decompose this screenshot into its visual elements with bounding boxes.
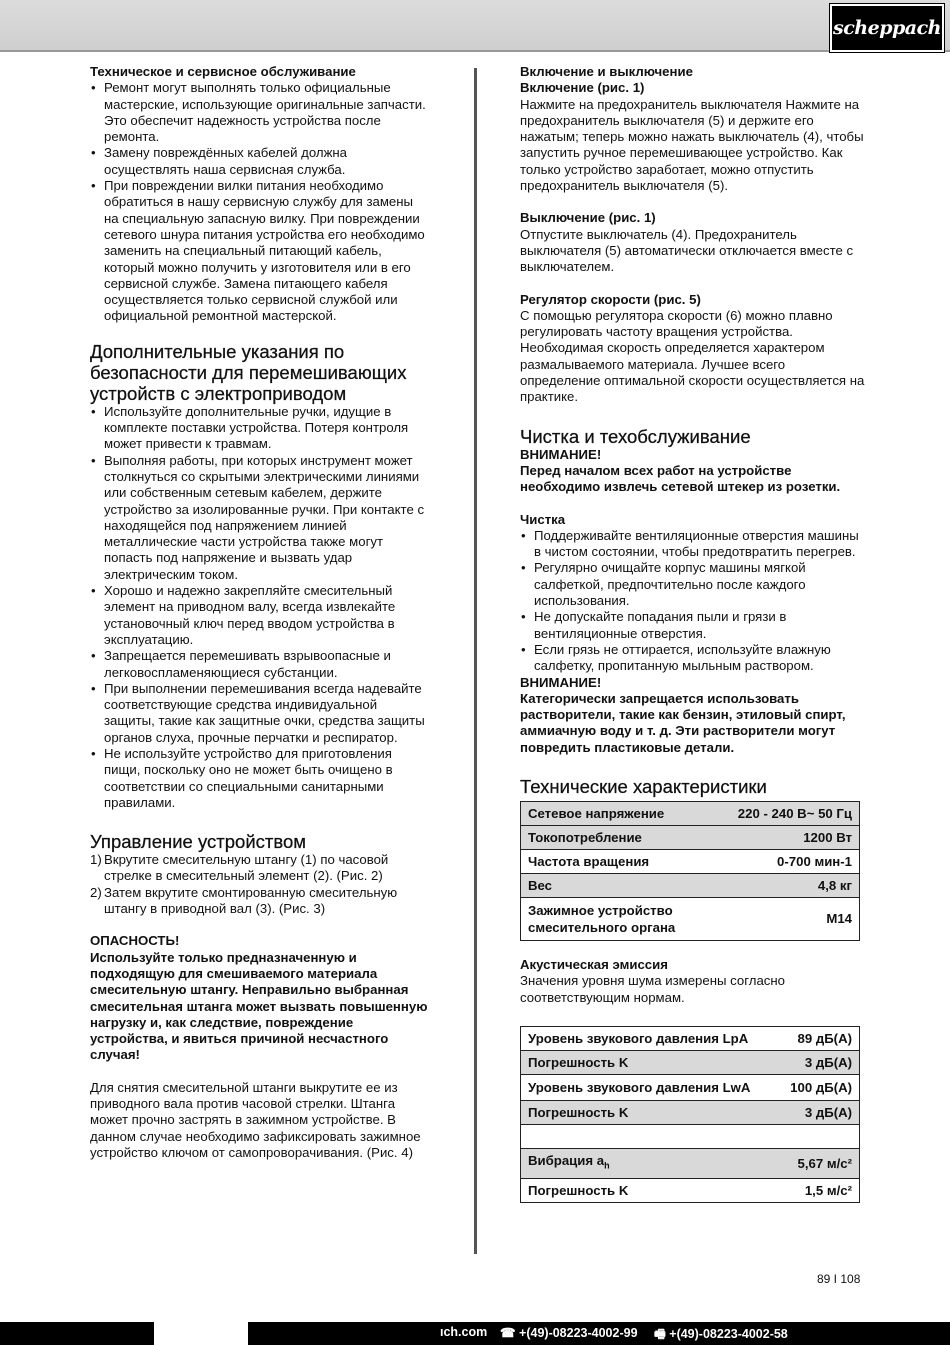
list-item: • Не используйте устройство для приготовления пищи, поскольку оно не может быть очищено в соответствии со специальными санитарными правилами.	[90, 746, 430, 811]
list-item: • Замену повреждённых кабелей должна осуществлять наша сервисная служба.	[90, 145, 430, 178]
safety-list	[90, 404, 430, 811]
step-number: 2)	[90, 884, 102, 900]
spec-label: Зажимное устройство смесительного органа	[521, 897, 731, 940]
spec-value: 0-700 мин-1	[731, 849, 860, 873]
operation-heading: Управление устройством	[90, 831, 307, 853]
table-row	[521, 801, 860, 825]
spec-label: Погрешность K	[521, 1050, 777, 1074]
table-row	[521, 1026, 860, 1050]
attention-text: Категорически запрещается использовать растворители, такие как бензин, этиловый спирт, аммиачную воду и т. д. Эти растворители могут повредить пластиковые детали.	[520, 690, 846, 755]
table-row	[521, 849, 860, 873]
vibration-label: Вибрация a	[528, 1152, 605, 1168]
list-item: • Ремонт могут выполнять только официальные мастерские, использующие оригинальные запчасти. Это обеспечит надежность устройства после ремонта.	[90, 80, 430, 145]
column-divider	[474, 68, 477, 1254]
danger-title: ОПАСНОСТЬ!	[90, 933, 180, 949]
tech-spec-table	[520, 801, 860, 941]
attention-title: ВНИМАНИЕ!	[520, 674, 602, 690]
on-text: Нажмите на предохранитель выключателя Нажмите на предохранитель выключателя (5) и держите его нажатым; теперь можно нажать выключатель (4), чтобы запустить ручное перемешивающее устройство. Как только устройство заработает, можно отпустить предохранитель выключателя (5).	[520, 96, 864, 194]
list-item: • Не допускайте попадания пыли и грязи в вентиляционные отверстия.	[520, 609, 865, 642]
attention-text: Перед началом всех работ на устройстве необходимо извлечь сетевой штекер из розетки.	[520, 462, 841, 495]
danger-text: Используйте только предназначенную и подходящую для смешиваемого материала смесительную штангу. Неправильно выбранная смесительная штанга может вызвать повышенную нагрузку и, как следствие, повреждение устройства, и явиться причиной несчастного случая!	[90, 949, 428, 1063]
spec-label: Погрешность K	[521, 1100, 777, 1124]
noise-table	[520, 1026, 860, 1203]
step-item	[90, 885, 430, 918]
spec-label: Частота вращения	[521, 849, 731, 873]
tech-heading: Технические характеристики	[520, 775, 767, 797]
spec-value: 100 дБ(A)	[777, 1074, 860, 1100]
attention-title: ВНИМАНИЕ!	[520, 446, 602, 462]
spec-label: Вес	[521, 873, 731, 897]
step-item	[90, 852, 430, 885]
step-text: Затем вкрутите смонтированную смесительную штангу в приводной вал (3). (Рис. 3)	[104, 884, 398, 917]
cleaning-title: Чистка	[520, 511, 566, 527]
service-title: Техническое и сервисное обслуживание	[90, 64, 356, 79]
spec-value: 5,67 м/с²	[777, 1148, 860, 1178]
table-row	[521, 1124, 860, 1148]
speed-title: Регулятор скорости (рис. 5)	[520, 291, 701, 307]
spec-label	[521, 1124, 777, 1148]
off-title: Выключение (рис. 1)	[520, 210, 656, 226]
spec-value	[777, 1124, 860, 1148]
footer-white-block	[154, 1322, 248, 1345]
spec-label: Токопотребление	[521, 825, 731, 849]
spec-label: Сетевое напряжение	[521, 801, 731, 825]
brand-logo	[830, 4, 944, 52]
footer-fax: 🖷 +(49)-08223-4002-58	[654, 1327, 788, 1341]
spec-value: 4,8 кг	[731, 873, 860, 897]
left-column	[90, 64, 430, 1161]
list-item: • Регулярно очищайте корпус машины мягкой салфеткой, предпочтительно после каждого использования.	[520, 560, 865, 609]
spec-label: Уровень звукового давления LpA	[521, 1026, 777, 1050]
on-title: Включение (рис. 1)	[520, 80, 645, 96]
vibration-subscript: h	[604, 1160, 610, 1171]
onoff-title: Включение и выключение	[520, 64, 693, 79]
footer-phone: ☎ +(49)-08223-4002-99	[500, 1326, 638, 1340]
spec-value: 220 - 240 В~ 50 Гц	[731, 801, 860, 825]
spec-value: 3 дБ(A)	[777, 1050, 860, 1074]
list-item: • Запрещается перемешивать взрывоопасные и легковоспламеняющиеся субстанции.	[90, 648, 430, 681]
list-item: • Используйте дополнительные ручки, идущие в комплекте поставки устройства. Потеря контроля может привести к травмам.	[90, 404, 430, 453]
safety-heading: Дополнительные указания по безопасности для перемешивающих устройств с электроприводом	[90, 340, 407, 404]
footer-website: ıch.com	[440, 1325, 488, 1339]
header-bar	[0, 0, 950, 52]
acoustic-text: Значения уровня шума измерены согласно соответствующим нормам.	[520, 973, 785, 1005]
list-item: • Хорошо и надежно закрепляйте смесительный элемент на приводном валу, всегда извлекайте установочный ключ перед вводом устройства в эксплуатацию.	[90, 583, 430, 648]
spec-value: 89 дБ(A)	[777, 1026, 860, 1050]
right-column	[520, 64, 865, 1203]
cleaning-heading: Чистка и техобслуживание	[520, 425, 751, 447]
acoustic-title: Акустическая эмиссия	[520, 956, 668, 972]
spec-value: 1,5 м/с²	[777, 1178, 860, 1202]
off-text: Отпустите выключатель (4). Предохранитель выключателя (5) автоматически отключается вместе с выключателем.	[520, 226, 854, 275]
service-list	[90, 80, 430, 324]
table-row	[521, 1148, 860, 1178]
spec-label: Уровень звукового давления LwA	[521, 1074, 777, 1100]
list-item: • При выполнении перемешивания всегда надевайте соответствующие средства индивидуальной защиты, такие как защитные очки, средства защиты органов слуха, прочные перчатки и респиратор.	[90, 681, 430, 746]
logo-text: scheppach	[833, 17, 941, 39]
table-row	[521, 1178, 860, 1202]
spec-value: 1200 Вт	[731, 825, 860, 849]
table-row	[521, 873, 860, 897]
cleaning-list	[520, 528, 865, 675]
table-row	[521, 1074, 860, 1100]
table-row	[521, 1100, 860, 1124]
spec-label	[521, 1148, 777, 1178]
spec-value: M14	[731, 897, 860, 940]
list-item: • Поддерживайте вентиляционные отверстия машины в чистом состоянии, чтобы предотвратить перегрев.	[520, 528, 865, 561]
table-row	[521, 825, 860, 849]
table-row	[521, 897, 860, 940]
table-row	[521, 1050, 860, 1074]
list-item: • Если грязь не оттирается, используйте влажную салфетку, пропитанную мыльным раствором.	[520, 642, 865, 675]
spec-value: 3 дБ(A)	[777, 1100, 860, 1124]
page-number: 89 I 108	[817, 1272, 861, 1286]
speed-text: С помощью регулятора скорости (6) можно плавно регулировать частоту вращения устройства. Необходимая скорость определяется характером размалываемого материала. Лучшее всего определение оптимальной скорости осуществляется на практике.	[520, 307, 865, 405]
operation-steps	[90, 852, 430, 917]
spec-label: Погрешность K	[521, 1178, 777, 1202]
list-item: • При повреждении вилки питания необходимо обратиться в нашу сервисную службу для замены на специальную запасную вилку. При повреждении сетевого шнура питания устройства его необходимо заменить на специальный питающий кабель, который можно получить у изготовителя или в его сервисной службе. Замена питающего кабеля осуществляется только сервисной службой или официальной ремонтной мастерской.	[90, 178, 430, 325]
step-number: 1)	[90, 852, 102, 868]
step-text: Вкрутите смесительную штангу (1) по часовой стрелке в смесительный элемент (2). (Рис. 2)	[104, 852, 389, 884]
removal-text: Для снятия смесительной штанги выкрутите ее из приводного вала против часовой стрелки. Штанга может прочно застрять в зажимном устройстве. В данном случае необходимо зафиксировать зажимное устройство ключом от самопроворачивания. (Рис. 4)	[90, 1079, 421, 1160]
list-item: • Выполняя работы, при которых инструмент может столкнуться со скрытыми электрическими линиями или собственным сетевым кабелем, держите устройство за изолированные ручки. При контакте с находящейся под напряжением линией металлические части устройства также могут попасть под напряжение и вызвать удар электрическим током.	[90, 453, 430, 583]
